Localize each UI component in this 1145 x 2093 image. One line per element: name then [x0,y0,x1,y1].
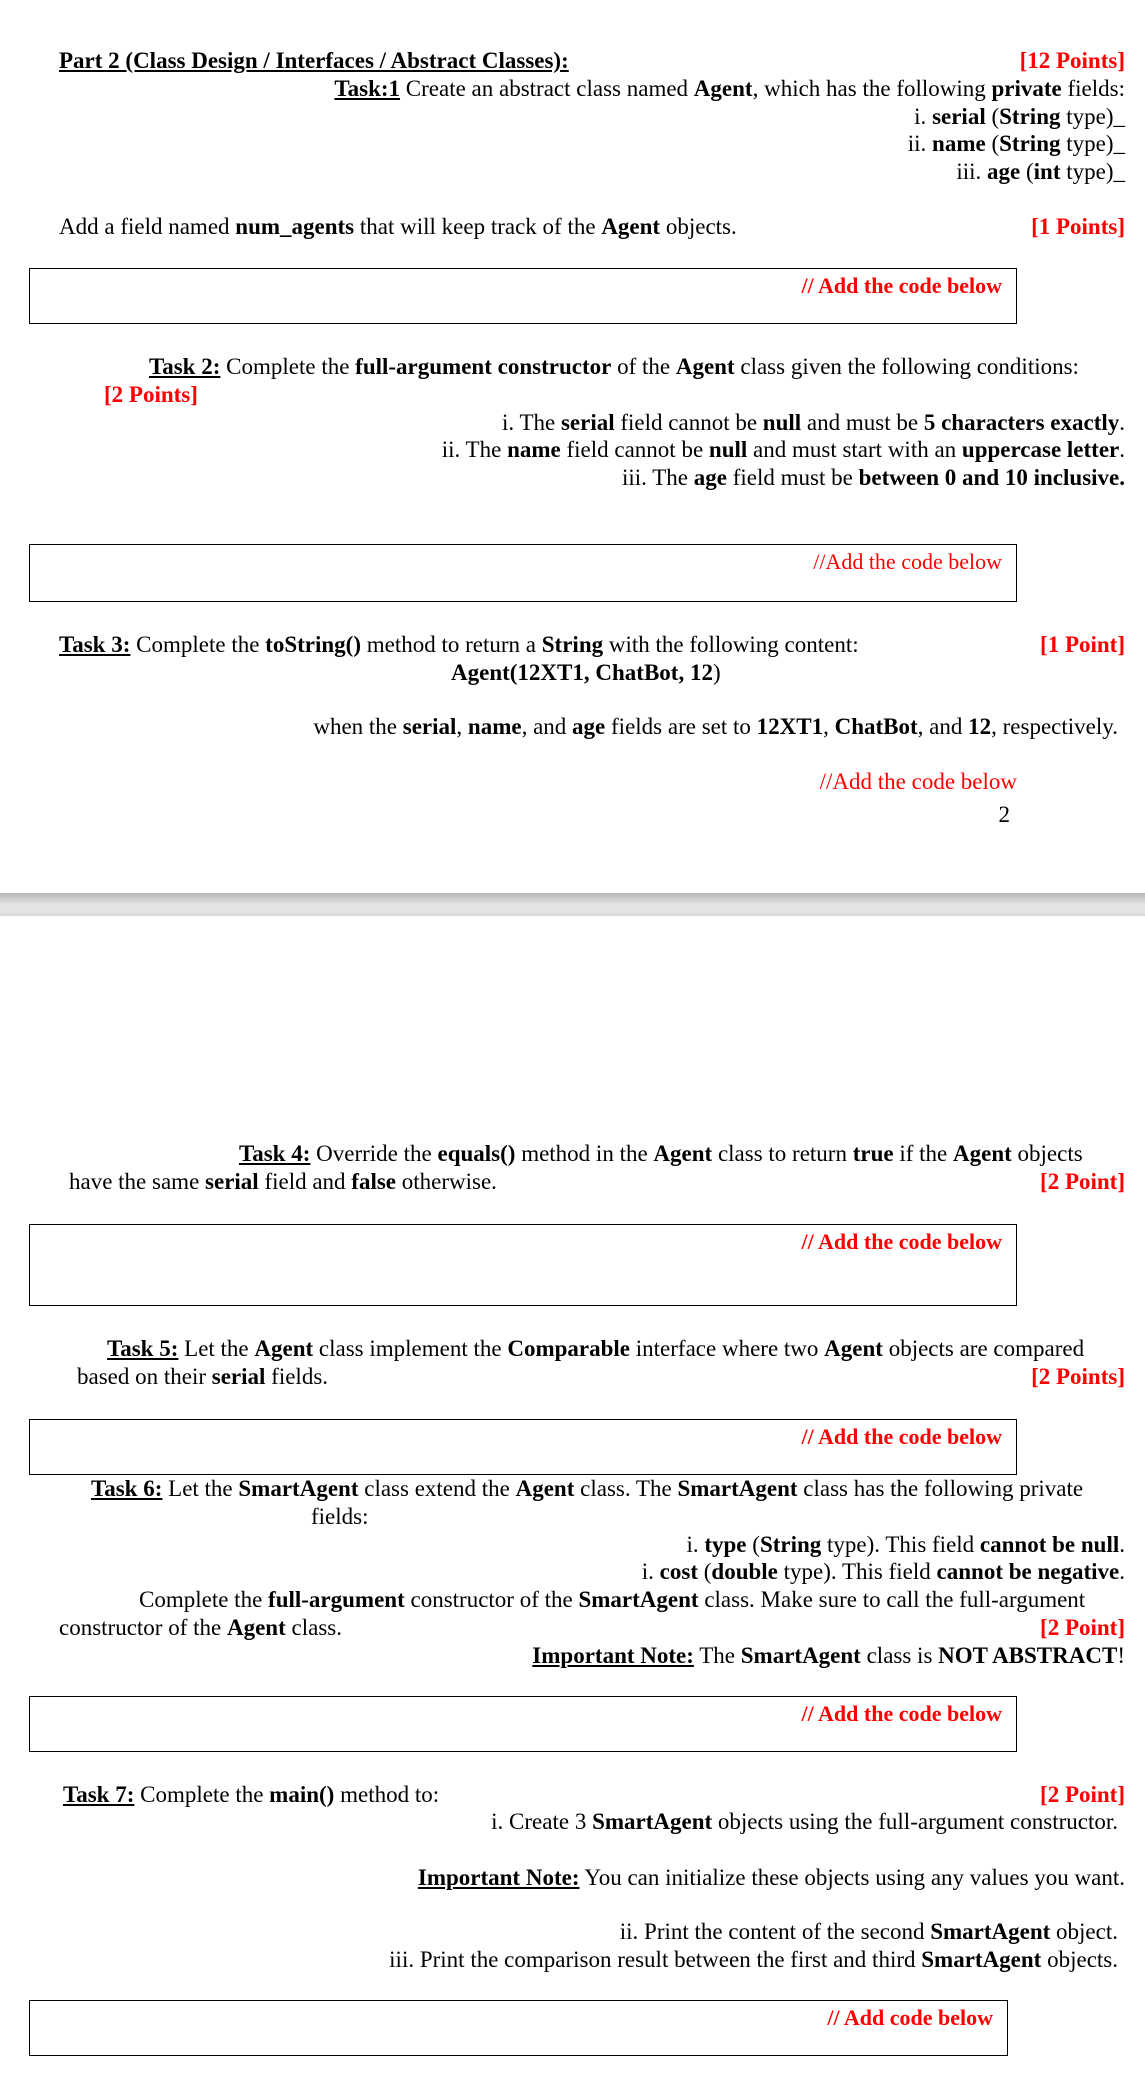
text-segment: fields. [265,1364,329,1389]
heading-label: Task 5: [107,1336,179,1361]
text-segment: full-argument constructor [355,354,612,379]
text-segment: ( [746,1532,760,1557]
text-segment: Agent [824,1336,883,1361]
heading-label: Task 7: [63,1782,135,1807]
text-segment: field cannot be [560,437,709,462]
code-answer-box[interactable] [29,2000,1008,2056]
text-segment: String [759,1532,822,1557]
text-segment: 12XT1 [756,714,824,739]
text-line-t3-add [820,769,1017,795]
text-segment: Agent [675,354,735,379]
text-segment: type)_ [1060,131,1125,156]
text-segment: toString() [265,632,361,657]
add-code-hint: // Add the code below [801,1424,1002,1449]
heading-label: Task:1 [334,76,401,101]
text-line-t5-pts [1031,1364,1125,1390]
text-line-t3 [59,632,859,658]
text-segment: age [693,465,727,490]
text-line-part-title [59,48,569,74]
text-segment: Complete the [134,1782,270,1807]
text-segment: ) [712,660,721,685]
text-line-t4-pts [1040,1169,1125,1195]
text-line-t7-iii [389,1947,1118,1973]
text-segment: Comparable [507,1336,631,1361]
text-segment: NOT ABSTRACT [938,1643,1118,1668]
text-segment: full-argument [268,1587,405,1612]
code-answer-box[interactable] [29,544,1017,602]
text-line-t2-pts [104,382,198,408]
points-label: [2 Point] [1040,1169,1125,1194]
text-line-t3-pts [1040,632,1125,658]
text-line-t2-ii [442,437,1125,463]
text-segment: Complete the [130,632,266,657]
text-line-t4 [239,1141,1083,1167]
text-segment: SmartAgent [238,1476,359,1501]
text-segment: String [541,632,604,657]
points-label: [2 Points] [1031,1364,1125,1389]
text-line-part-points [1020,48,1125,74]
text-segment: name [507,437,561,462]
text-segment: method to return a [361,632,542,657]
text-segment: ii. Print the content of the second [619,1919,931,1944]
text-segment: type [704,1532,747,1557]
text-segment: object. [1050,1919,1118,1944]
text-segment: ii. [907,131,933,156]
text-segment: , and [917,714,969,739]
text-segment: Create an abstract class named [400,76,694,101]
text-segment: Agent [953,1141,1012,1166]
text-line-t3-when [313,714,1118,740]
text-segment: type)_ [1060,159,1125,184]
heading-label: Important Note: [532,1643,694,1668]
text-segment: Agent(12XT1, ChatBot, 12 [451,660,713,685]
text-segment: if the [893,1141,953,1166]
text-segment: method in the [515,1141,654,1166]
text-segment: You can initialize these objects using any values you want. [579,1865,1125,1890]
text-segment: class given the following conditions: [734,354,1079,379]
points-label: [2 Point] [1040,1615,1125,1640]
text-segment: i. [641,1559,660,1584]
text-line-t5 [107,1336,1084,1362]
heading-label: Task 6: [91,1476,163,1501]
text-segment: Agent [226,1615,286,1640]
text-segment: main() [269,1782,335,1807]
text-segment: ChatBot [834,714,918,739]
heading-label: Task 3: [59,632,131,657]
text-line-t1-add [59,214,737,240]
text-segment: ( [697,1559,712,1584]
text-line-t6 [91,1476,1083,1502]
text-segment: SmartAgent [930,1919,1051,1944]
text-line-t1-i [914,104,1125,130]
text-line-t6-pts [1040,1615,1125,1641]
text-segment: fields are set to [605,714,757,739]
heading-label: Important Note: [417,1865,580,1890]
text-segment: SmartAgent [740,1643,861,1668]
text-segment: class. Make sure to call the full-argument [698,1587,1086,1612]
add-code-hint: // Add the code below [801,273,1002,298]
text-segment: class. [285,1615,342,1640]
add-code-hint: // Add the code below [801,1701,1002,1726]
text-line-t6-note [532,1643,1125,1669]
text-segment: Add a field named [59,214,236,239]
text-segment: type)_ [1060,104,1125,129]
text-segment: class. The [574,1476,678,1501]
text-segment: have the same [69,1169,206,1194]
add-code-hint: // Add the code below [801,1229,1002,1254]
text-segment: null [762,410,802,435]
text-segment: class has the following private [797,1476,1084,1501]
text-segment: with the following content: [603,632,859,657]
text-line-t4-b [69,1169,497,1195]
code-answer-box[interactable] [29,1419,1017,1475]
text-segment: method to: [334,1782,440,1807]
text-segment: . [1119,410,1125,435]
text-line-t1-ii [908,131,1125,157]
text-segment: , and [521,714,573,739]
text-segment: objects using the full-argument constructor. [712,1809,1118,1834]
text-line-t6-fields [311,1504,369,1530]
text-segment: between 0 and 10 inclusive. [858,465,1125,490]
text-segment: Let the [178,1336,255,1361]
text-segment: that will keep track of the [354,214,602,239]
text-segment: serial [211,1364,266,1389]
text-line-t2-iii [622,465,1125,491]
text-segment: objects [1011,1141,1083,1166]
text-line-t7-i [491,1809,1118,1835]
code-answer-box[interactable] [29,268,1017,324]
text-line-t7-pts [1040,1782,1125,1808]
text-line-t6-d [59,1615,342,1641]
text-segment: num_agents [235,214,355,239]
text-segment: Agent [254,1336,314,1361]
text-segment: class extend the [358,1476,516,1501]
text-segment: when the [313,714,403,739]
text-line-t6-i [686,1532,1125,1558]
text-line-t2 [149,354,1079,380]
text-segment: ! [1117,1643,1125,1668]
heading-label: Task 2: [149,354,221,379]
text-segment: Agent [601,214,661,239]
text-line-t1-iii [956,159,1125,185]
text-segment: cannot be null [979,1532,1120,1557]
heading-label: Task 4: [239,1141,311,1166]
add-code-hint: //Add the code below [813,549,1002,574]
text-segment: objects are compared [882,1336,1085,1361]
text-segment: , respectively. [991,714,1118,739]
text-segment: ( [985,104,1000,129]
text-segment: name [467,714,522,739]
text-line-t3-example [451,660,721,686]
text-segment: class to return [712,1141,853,1166]
text-line-t2-i [502,410,1125,436]
text-line-t6-ii [642,1559,1125,1585]
page-separator [0,893,1145,916]
text-segment: SmartAgent [677,1476,798,1501]
text-segment: based on their [77,1364,212,1389]
text-segment: type). This field [821,1532,980,1557]
text-segment: //Add the code below [819,769,1017,794]
text-segment: fields: [311,1504,369,1529]
text-segment: 2 [998,802,1010,827]
text-segment: i. [914,104,933,129]
text-segment: field must be [726,465,859,490]
text-segment: field cannot be [614,410,763,435]
text-segment: . [1119,1532,1125,1557]
text-segment: , [456,714,468,739]
text-segment: Override the [310,1141,438,1166]
text-segment: otherwise. [396,1169,497,1194]
text-segment: serial [402,714,457,739]
points-label: [1 Points] [1031,214,1125,239]
text-line-t7-ii [620,1919,1118,1945]
text-line-t5-b [77,1364,328,1390]
text-segment: , [823,714,835,739]
text-segment: . [1119,1559,1125,1584]
text-segment: true [852,1141,894,1166]
text-line-t1 [334,76,1125,102]
text-segment: , which has the following [752,76,992,101]
text-segment: Complete the [139,1587,269,1612]
text-segment: cannot be negative [936,1559,1120,1584]
text-line-t7-note [418,1865,1125,1891]
text-segment: Complete the [220,354,356,379]
text-segment: Let the [162,1476,239,1501]
text-segment: class implement the [313,1336,508,1361]
text-segment: false [351,1169,397,1194]
text-segment: private [991,76,1062,101]
text-segment: Agent [653,1141,713,1166]
text-segment: ii. The [441,437,508,462]
text-segment: class is [860,1643,939,1668]
text-segment: Agent [515,1476,575,1501]
text-segment: and must start with an [747,437,962,462]
text-segment: type). This field [777,1559,937,1584]
text-segment: 12 [968,714,992,739]
text-segment: 5 characters exactly [923,410,1120,435]
text-segment: int [1033,159,1061,184]
text-line-t7 [63,1782,439,1808]
text-segment: iii. The [621,465,694,490]
text-segment: iii. [956,159,987,184]
text-segment: i. The [501,410,561,435]
text-segment: String [999,131,1061,156]
heading-label: Part 2 (Class Design / Interfaces / Abstract Classes): [59,48,569,73]
text-segment: null [708,437,748,462]
text-segment: age [987,159,1021,184]
points-label: [2 Points] [104,382,198,407]
text-segment: of the [611,354,676,379]
text-segment: fields: [1061,76,1125,101]
text-segment: serial [560,410,615,435]
text-segment: and must be [801,410,924,435]
text-segment: uppercase letter [961,437,1120,462]
text-segment: field and [258,1169,352,1194]
text-segment: i. [686,1532,705,1557]
text-segment: constructor of the [59,1615,227,1640]
add-code-hint: // Add code below [827,2005,993,2030]
text-segment: SmartAgent [921,1947,1042,1972]
text-segment: i. Create 3 [491,1809,593,1834]
text-segment: name [932,131,986,156]
text-segment: serial [205,1169,259,1194]
points-label: [1 Point] [1040,632,1125,657]
text-segment: double [711,1559,778,1584]
text-segment: The [693,1643,741,1668]
text-line-page-num [999,802,1011,828]
text-segment: SmartAgent [592,1809,713,1834]
points-label: [12 Points] [1019,48,1125,73]
text-segment: serial [932,104,986,129]
text-segment: objects. [660,214,737,239]
text-segment: ( [985,131,1000,156]
text-segment: String [999,104,1061,129]
text-segment: iii. Print the comparison result between the first and third [389,1947,922,1972]
points-label: [2 Point] [1040,1782,1125,1807]
text-line-t6-c [139,1587,1085,1613]
text-segment: constructor of the [404,1587,579,1612]
text-segment: objects. [1041,1947,1118,1972]
text-segment: equals() [437,1141,516,1166]
text-segment: age [572,714,606,739]
text-segment: cost [659,1559,698,1584]
code-answer-box[interactable] [29,1696,1017,1752]
text-segment: SmartAgent [578,1587,699,1612]
text-segment: Agent [693,76,753,101]
code-answer-box[interactable] [29,1224,1017,1306]
text-segment: interface where two [630,1336,825,1361]
text-line-t1-pts [1031,214,1125,240]
text-segment: . [1119,437,1125,462]
text-segment: ( [1020,159,1034,184]
